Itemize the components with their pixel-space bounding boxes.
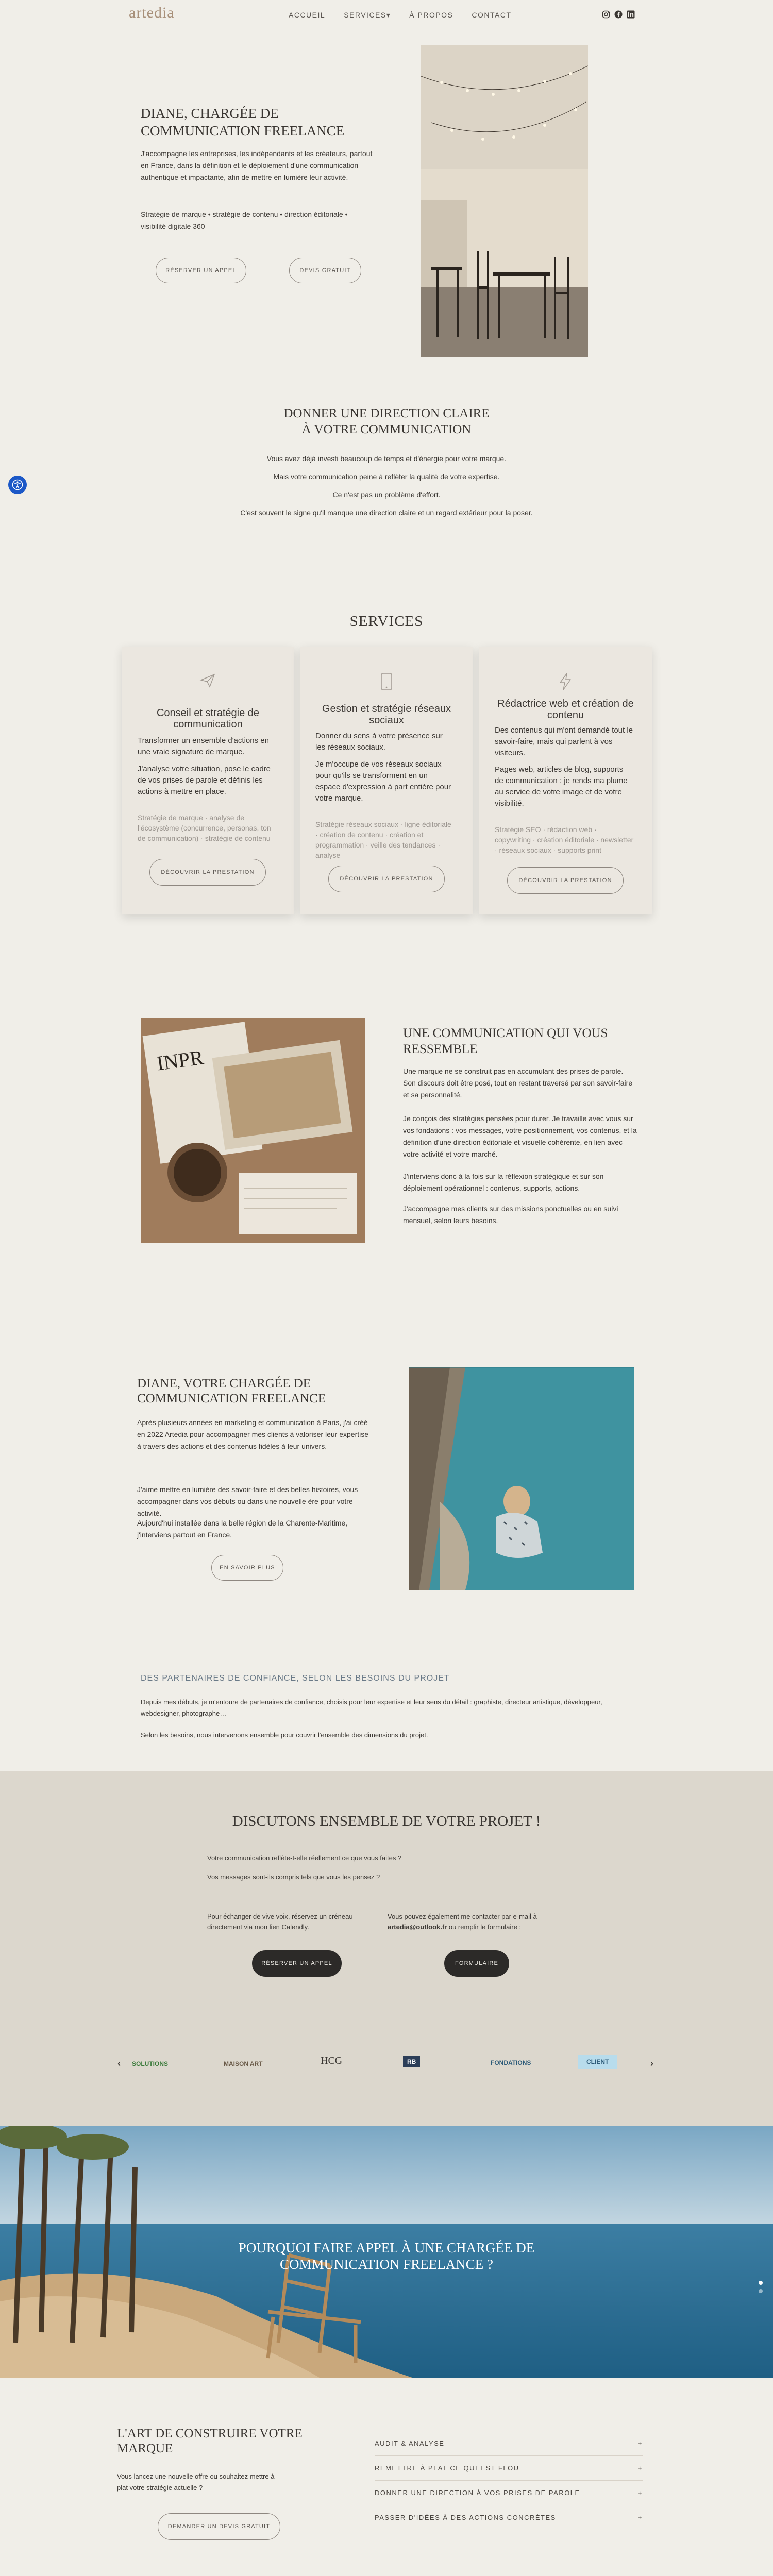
- carousel-dot[interactable]: [759, 2281, 763, 2285]
- client-logo: MAISON ART: [224, 2060, 263, 2067]
- contact-section: [0, 1771, 773, 2126]
- about-p3: Aujourd'hui installée dans la belle région de la Charente-Maritime, j'interviens partout en France.: [137, 1519, 348, 1539]
- plus-icon: +: [637, 2489, 643, 2497]
- contact-title: DISCUTONS ENSEMBLE DE VOTRE PROJET !: [232, 1813, 541, 1829]
- accordion-label: DONNER UNE DIRECTION À VOS PRISES DE PAROLE: [375, 2489, 580, 2497]
- nav-contact[interactable]: CONTACT: [472, 11, 512, 19]
- partners-p2: Selon les besoins, nous intervenons ensemble pour couvrir l'ensemble des dimensions du projet.: [141, 1731, 428, 1739]
- partners-p1: Depuis mes débuts, je m'entoure de partenaires de confiance, choisis pour leur expertise et leur sens du détail : graphiste, directeur artistique, développeur, webdesigner, photographe…: [141, 1698, 602, 1717]
- service-card-title: Conseil et stratégie de communication: [156, 707, 259, 730]
- site-logo[interactable]: artedia: [129, 4, 175, 21]
- about-title: DIANE, VOTRE CHARGÉE DE COMMUNICATION FREELANCE: [137, 1377, 326, 1405]
- brand-comm-p1: Une marque ne se construit pas en accumulant des prises de parole. Son discours doit être posé, tout en restant traversé par son savoir-faire et sa personnalité.: [403, 1067, 633, 1099]
- client-logo: SOLUTIONS: [132, 2060, 169, 2067]
- direction-line: Ce n'est pas un problème d'effort.: [332, 490, 441, 499]
- service-card-text: Je m'occupe de vos réseaux sociaux pour qu'ils se transforment en un espace d'expression à part entière pour votre marque.: [315, 760, 451, 803]
- contact-form-button[interactable]: FORMULAIRE: [444, 1950, 509, 1977]
- accordion-item[interactable]: [375, 2431, 643, 2456]
- why-freelance-banner: [0, 2126, 773, 2378]
- discover-strategy-button[interactable]: DÉCOUVRIR LA PRESTATION: [149, 859, 266, 886]
- diane-sea-photo: [409, 1367, 634, 1590]
- discover-social-button[interactable]: DÉCOUVRIR LA PRESTATION: [328, 866, 445, 892]
- brand-comm-p4: J'accompagne mes clients sur des missions ponctuelles ou en suivi mensuel, selon leurs besoins.: [403, 1205, 618, 1225]
- hero-intro: J'accompagne les entreprises, les indépendants et les créateurs, partout en France, dans la définition et le déploiement d'une communication authentique et impactante, afin de mettre en lumière leur activité.: [141, 149, 373, 181]
- client-logo: CLIENT: [578, 2055, 617, 2069]
- contact-email-suffix: ou remplir le formulaire :: [447, 1923, 522, 1931]
- service-card-writing: [479, 647, 652, 914]
- plus-icon: +: [637, 2514, 643, 2521]
- paper-plane-icon: [199, 672, 216, 689]
- direction-title: [0, 405, 773, 437]
- header-social: [598, 10, 635, 19]
- brand-comm-title: UNE COMMUNICATION QUI VOUS RESSEMBLE: [403, 1026, 608, 1056]
- accordion-item[interactable]: [375, 2481, 643, 2505]
- magazine-still-life-photo: [141, 1018, 365, 1243]
- main-nav: [289, 11, 530, 20]
- contact-book-call-button[interactable]: RÉSERVER UN APPEL: [252, 1950, 342, 1977]
- discover-writing-button[interactable]: DÉCOUVRIR LA PRESTATION: [507, 867, 624, 894]
- method-title: L'ART DE CONSTRUIRE VOTRE MARQUE: [117, 2427, 303, 2455]
- direction-line: C'est souvent le signe qu'il manque une direction claire et un regard extérieur pour la poser.: [240, 509, 533, 517]
- why-freelance-title: [0, 2240, 773, 2273]
- accordion-label: AUDIT & ANALYSE: [375, 2439, 445, 2447]
- about-p1: Après plusieurs années en marketing et communication à Paris, j'ai créé en 2022 Artedia pour accompagner mes clients à valoriser leur expertise à travers des actions et des contenus fidèles à leur univers.: [137, 1418, 369, 1450]
- brand-comm-p3: J'interviens donc à la fois sur la réflexion stratégique et sur son déploiement opérationnel : contenus, supports, actions.: [403, 1172, 604, 1192]
- why-freelance-line2: COMMUNICATION FREELANCE ?: [280, 2257, 493, 2272]
- plus-icon: +: [637, 2464, 643, 2472]
- brand-comm-p2: Je conçois des stratégies pensées pour durer. Je travaille avec vous sur vos fondations : vos messages, votre positionnement, vos contenus, et la définition d'une direction éditoriale et visuelle cohérente, en lien avec votre activité et votre marché.: [403, 1114, 637, 1158]
- request-quote-button[interactable]: DEMANDER UN DEVIS GRATUIT: [158, 2513, 280, 2540]
- carousel-prev-icon[interactable]: ‹: [117, 2058, 121, 2069]
- service-card-lead: Des contenus qui m'ont demandé tout le savoir-faire, mais qui parlent à vos visiteurs.: [495, 726, 633, 757]
- hero-keywords: Stratégie de marque • stratégie de contenu • direction éditoriale • visibilité digitale 360: [141, 210, 348, 230]
- facebook-icon[interactable]: [614, 10, 623, 19]
- accordion-label: REMETTRE À PLAT CE QUI EST FLOU: [375, 2464, 519, 2472]
- carousel-next-icon[interactable]: ›: [650, 2058, 653, 2069]
- plus-icon: +: [637, 2439, 643, 2447]
- service-card-tags: Stratégie SEO · rédaction web · copywriting · création éditoriale · newsletter · réseaux sociaux · supports print: [495, 825, 634, 854]
- service-card-social: [300, 647, 473, 914]
- nav-accueil[interactable]: ACCUEIL: [289, 11, 326, 19]
- contact-question1: Votre communication reflète-t-elle réellement ce que vous faites ?: [207, 1854, 402, 1862]
- service-card-tags: Stratégie réseaux sociaux · ligne éditoriale · création de contenu · création et programmation · veille des tendances · analyse: [315, 820, 451, 859]
- service-card-lead: Transformer un ensemble d'actions en une vraie signature de marque.: [138, 736, 269, 756]
- client-logos-carousel: [0, 2049, 773, 2080]
- nav-services-label: SERVICES: [344, 11, 386, 19]
- service-card-tags: Stratégie de marque · analyse de l'écosystème (concurrence, personas, ton de communication) · stratégie de contenu: [138, 814, 271, 842]
- carousel-dot[interactable]: [759, 2289, 763, 2293]
- service-card-strategy: [122, 647, 294, 914]
- nav-services[interactable]: [344, 11, 391, 20]
- service-card-title: Rédactrice web et création de contenu: [497, 698, 634, 721]
- chevron-down-icon: ▾: [386, 11, 391, 19]
- contact-email-text: [388, 1911, 573, 1933]
- contact-calendly-text: Pour échanger de vive voix, réservez un créneau directement via mon lien Calendly.: [207, 1912, 353, 1931]
- service-card-title: Gestion et stratégie réseaux sociaux: [322, 703, 451, 726]
- service-card-text: Pages web, articles de blog, supports de communication : je rends ma plume au service de votre image et de votre visibilité.: [495, 765, 628, 808]
- accordion-label: PASSER D'IDÉES À DES ACTIONS CONCRÈTES: [375, 2514, 556, 2521]
- contact-question2: Vos messages sont-ils compris tels que vous les pensez ?: [207, 1873, 380, 1881]
- contact-email-prefix: Vous pouvez également me contacter par e-mail à: [388, 1912, 537, 1920]
- direction-line: Vous avez déjà investi beaucoup de temps et d'énergie pour votre marque.: [266, 454, 507, 463]
- client-logo: HCG: [321, 2055, 343, 2066]
- free-quote-button[interactable]: DEVIS GRATUIT: [289, 258, 361, 283]
- partners-title: DES PARTENAIRES DE CONFIANCE, SELON LES BESOINS DU PROJET: [141, 1674, 450, 1683]
- about-p2: J'aime mettre en lumière des savoir-faire et des belles histoires, vous accompagner dans vos débuts ou dans une nouvelle ère pour votre activité.: [137, 1485, 358, 1517]
- site-header: [0, 0, 773, 29]
- why-freelance-line1: POURQUOI FAIRE APPEL À UNE CHARGÉE DE: [238, 2240, 535, 2256]
- instagram-icon[interactable]: [602, 10, 610, 19]
- magazine-title-graphic: INPR: [155, 1045, 205, 1075]
- book-call-button[interactable]: RÉSERVER UN APPEL: [156, 258, 246, 283]
- contact-email-link[interactable]: artedia@outlook.fr: [388, 1923, 447, 1931]
- direction-title-line1: DONNER UNE DIRECTION CLAIRE: [283, 406, 490, 420]
- client-logo: FONDATIONS: [491, 2059, 531, 2066]
- linkedin-icon[interactable]: [627, 10, 635, 19]
- hero-terrace-photo: [421, 45, 588, 357]
- service-card-text: J'analyse votre situation, pose le cadre de vos prises de parole et définis les actions à mettre en place.: [138, 765, 271, 796]
- lightning-icon: [558, 672, 573, 691]
- smartphone-icon: [379, 672, 394, 691]
- direction-line: Mais votre communication peine à refléter la qualité de votre expertise.: [273, 472, 500, 481]
- services-title: SERVICES: [349, 613, 424, 630]
- nav-a-propos[interactable]: À PROPOS: [409, 11, 453, 19]
- accordion-item[interactable]: [375, 2456, 643, 2481]
- client-logo: RB: [403, 2056, 420, 2067]
- hero-title: DIANE, CHARGÉE DE COMMUNICATION FREELANCE: [141, 106, 345, 139]
- learn-more-button[interactable]: EN SAVOIR PLUS: [211, 1555, 283, 1581]
- service-card-lead: Donner du sens à votre présence sur les réseaux sociaux.: [315, 732, 443, 752]
- accordion-item[interactable]: [375, 2505, 643, 2530]
- direction-title-line2: À VOTRE COMMUNICATION: [301, 422, 472, 436]
- method-text: Vous lancez une nouvelle offre ou souhaitez mettre à plat votre stratégie actuelle ?: [117, 2472, 275, 2492]
